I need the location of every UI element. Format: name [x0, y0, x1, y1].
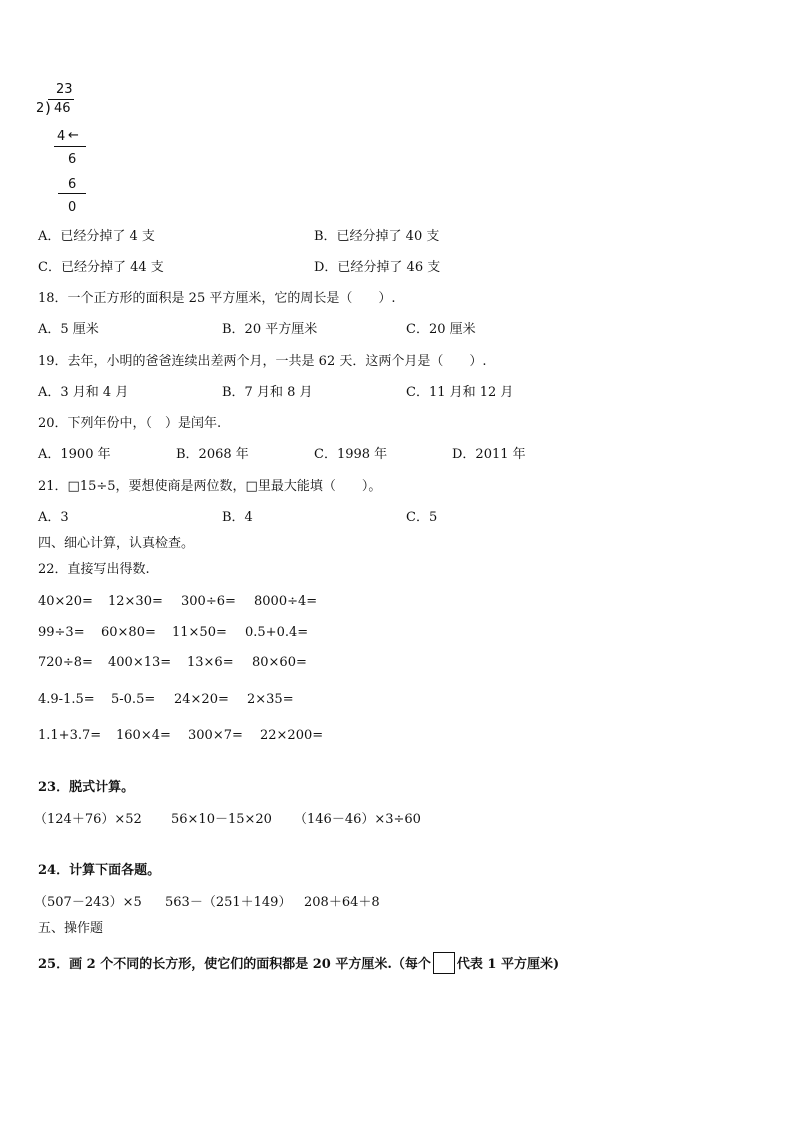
- q20-option-c: C．1998 年: [314, 447, 388, 462]
- q23-text: 23．脱式计算。: [38, 780, 135, 795]
- q21-option-b: B．4: [222, 510, 253, 525]
- q24-text: 24．计算下面各题。: [38, 863, 161, 878]
- q17-option-c: C．已经分掉了 44 支: [38, 260, 164, 275]
- q22-r5-c4: 22×200=: [260, 728, 324, 743]
- q20-option-a: A．1900 年: [38, 447, 111, 462]
- dividend: 46: [54, 101, 71, 116]
- q22-r4-c2: 5-0.5=: [111, 692, 156, 707]
- step-2: 6: [68, 152, 77, 167]
- q18-option-b: B．20 平方厘米: [222, 322, 318, 337]
- q20-text: 20．下列年份中，（ ）是闰年.: [38, 416, 222, 431]
- step-1: 4: [57, 129, 66, 144]
- q24-item-1: （507－243）×5: [34, 895, 142, 910]
- q22-r2-c4: 0.5+0.4=: [245, 625, 309, 640]
- q24-item-2: 563－（251＋149）: [165, 895, 292, 910]
- arrow-icon: ←: [68, 128, 79, 143]
- remainder: 0: [68, 200, 77, 215]
- q22-r1-c4: 8000÷4=: [254, 594, 318, 609]
- q24-item-3: 208＋64＋8: [304, 895, 380, 910]
- q20-option-b: B．2068 年: [176, 447, 249, 462]
- q22-r3-c4: 80×60=: [252, 655, 307, 670]
- q23-item-1: （124＋76）×52: [34, 812, 142, 827]
- q20-option-d: D．2011 年: [452, 447, 526, 462]
- q17-option-d: D．已经分掉了 46 支: [314, 260, 441, 275]
- q22-r5-c3: 300×7=: [188, 728, 243, 743]
- long-division-figure: [36, 80, 96, 220]
- q19-text: 19．去年，小明的爸爸连续出差两个月，一共是 62 天．这两个月是（ ）.: [38, 354, 487, 369]
- q18-text: 18．一个正方形的面积是 25 平方厘米，它的周长是（ ）.: [38, 291, 396, 306]
- q19-option-b: B．7 月和 8 月: [222, 385, 313, 400]
- q25-text-before: 25．画 2 个不同的长方形，使它们的面积都是 20 平方厘米.（每个: [38, 957, 431, 972]
- q22-r5-c2: 160×4=: [116, 728, 171, 743]
- q22-r4-c4: 2×35=: [247, 692, 294, 707]
- q22-r4-c3: 24×20=: [174, 692, 229, 707]
- quotient: 23: [56, 82, 73, 97]
- unit-square-icon: [433, 952, 455, 974]
- q18-option-a: A．5 厘米: [38, 322, 99, 337]
- divisor: 2: [36, 101, 45, 116]
- q22-r1-c1: 40×20=: [38, 594, 93, 609]
- q21-text: 21．□15÷5，要想使商是两位数，□里最大能填（ ）。: [38, 479, 382, 494]
- q18-option-c: C．20 厘米: [406, 322, 476, 337]
- q22-r4-c1: 4.9-1.5=: [38, 692, 95, 707]
- q22-text: 22．直接写出得数.: [38, 562, 150, 577]
- q22-r3-c1: 720÷8=: [38, 655, 93, 670]
- division-bar: [48, 99, 74, 100]
- q25-text-after: 代表 1 平方厘米): [456, 957, 560, 972]
- subtraction-line-1: [54, 146, 86, 147]
- step-3: 6: [68, 177, 77, 192]
- q22-r1-c2: 12×30=: [108, 594, 163, 609]
- division-bracket: ): [45, 99, 51, 117]
- q21-option-a: A．3: [38, 510, 69, 525]
- q25-text: [38, 952, 559, 974]
- q19-option-a: A．3 月和 4 月: [38, 385, 129, 400]
- q23-item-3: （146－46）×3÷60: [294, 812, 421, 827]
- q17-option-b: B．已经分掉了 40 支: [314, 229, 440, 244]
- q22-r5-c1: 1.1+3.7=: [38, 728, 102, 743]
- section-4-heading: 四、细心计算，认真检查。: [38, 536, 195, 551]
- q17-option-a: A．已经分掉了 4 支: [38, 229, 155, 244]
- q22-r1-c3: 300÷6=: [181, 594, 236, 609]
- subtraction-line-2: [58, 193, 86, 194]
- q22-r2-c2: 60×80=: [101, 625, 156, 640]
- section-5-heading: 五、操作题: [38, 921, 104, 936]
- q21-option-c: C．5: [406, 510, 438, 525]
- q19-option-c: C．11 月和 12 月: [406, 385, 514, 400]
- q22-r3-c3: 13×6=: [187, 655, 234, 670]
- q22-r2-c3: 11×50=: [172, 625, 227, 640]
- q23-item-2: 56×10－15×20: [171, 812, 272, 827]
- q22-r2-c1: 99÷3=: [38, 625, 85, 640]
- q22-r3-c2: 400×13=: [108, 655, 172, 670]
